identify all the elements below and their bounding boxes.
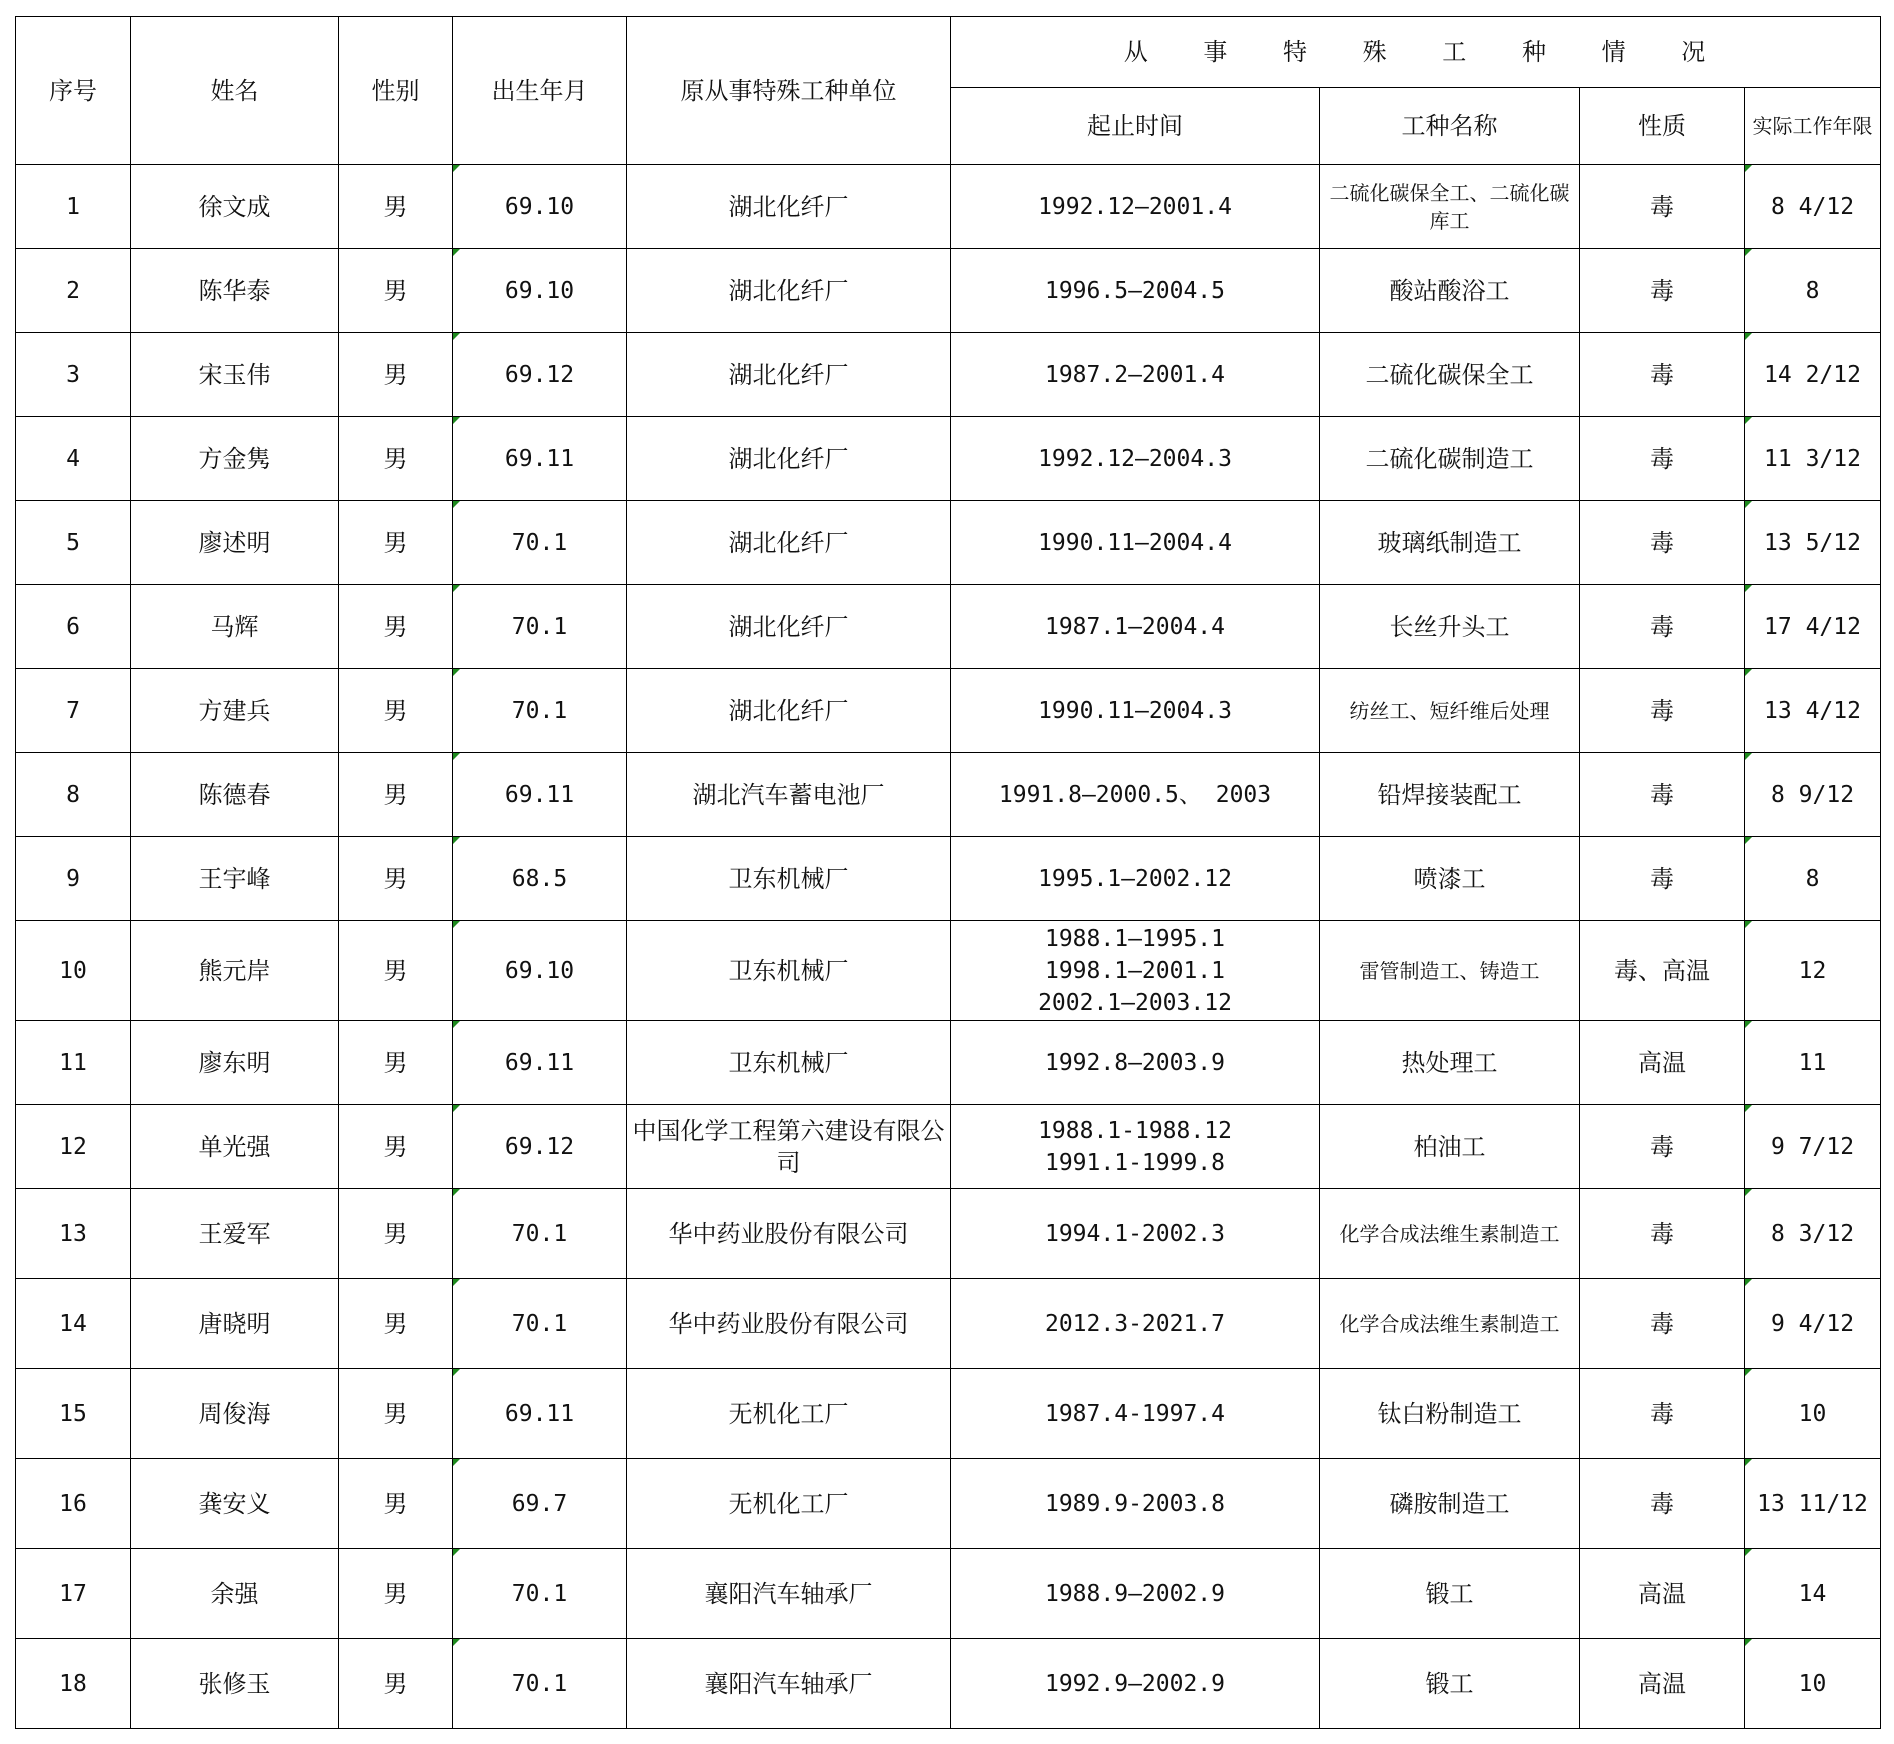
- cell-period: 1988.1-1988.12 1991.1-1999.8: [951, 1105, 1320, 1189]
- cell-name: 廖述明: [131, 501, 339, 585]
- cell-nature: 毒: [1580, 417, 1745, 501]
- table-row: [16, 165, 1881, 249]
- table-row: [16, 1279, 1881, 1369]
- cell-nature: 高温: [1580, 1549, 1745, 1639]
- cell-years: 13 4/12: [1745, 669, 1881, 753]
- cell-job: 柏油工: [1320, 1105, 1580, 1189]
- cell-seq: 3: [16, 333, 131, 417]
- cell-years: 8: [1745, 837, 1881, 921]
- cell-job: 钛白粉制造工: [1320, 1369, 1580, 1459]
- cell-name: 廖东明: [131, 1021, 339, 1105]
- cell-job: 锻工: [1320, 1639, 1580, 1729]
- cell-birth: 70.1: [453, 1549, 627, 1639]
- cell-birth: 69.10: [453, 921, 627, 1021]
- cell-seq: 17: [16, 1549, 131, 1639]
- cell-nature: 毒、高温: [1580, 921, 1745, 1021]
- cell-name: 余强: [131, 1549, 339, 1639]
- cell-job: 热处理工: [1320, 1021, 1580, 1105]
- cell-period: 1987.2—2001.4: [951, 333, 1320, 417]
- table-row: [16, 1549, 1881, 1639]
- cell-unit: 卫东机械厂: [627, 1021, 951, 1105]
- cell-nature: 毒: [1580, 249, 1745, 333]
- cell-period: 1987.1—2004.4: [951, 585, 1320, 669]
- cell-gender: 男: [339, 753, 453, 837]
- cell-unit: 湖北化纤厂: [627, 249, 951, 333]
- cell-unit: 湖北汽车蓄电池厂: [627, 753, 951, 837]
- cell-job: 化学合成法维生素制造工: [1320, 1189, 1580, 1279]
- cell-gender: 男: [339, 1549, 453, 1639]
- cell-seq: 1: [16, 165, 131, 249]
- cell-years: 13 11/12: [1745, 1459, 1881, 1549]
- cell-name: 方金隽: [131, 417, 339, 501]
- cell-unit: 襄阳汽车轴承厂: [627, 1639, 951, 1729]
- cell-gender: 男: [339, 1021, 453, 1105]
- table-row: [16, 753, 1881, 837]
- cell-birth: 68.5: [453, 837, 627, 921]
- table-row: [16, 1021, 1881, 1105]
- cell-birth: 70.1: [453, 1189, 627, 1279]
- cell-nature: 毒: [1580, 1459, 1745, 1549]
- cell-unit: 湖北化纤厂: [627, 585, 951, 669]
- cell-seq: 15: [16, 1369, 131, 1459]
- table-row: [16, 585, 1881, 669]
- cell-seq: 12: [16, 1105, 131, 1189]
- cell-nature: 毒: [1580, 753, 1745, 837]
- cell-seq: 9: [16, 837, 131, 921]
- cell-gender: 男: [339, 1369, 453, 1459]
- table-header: [16, 17, 1881, 165]
- cell-name: 陈德春: [131, 753, 339, 837]
- cell-name: 周俊海: [131, 1369, 339, 1459]
- cell-birth: 69.11: [453, 1369, 627, 1459]
- cell-period: 1992.12—2004.3: [951, 417, 1320, 501]
- cell-nature: 高温: [1580, 1639, 1745, 1729]
- cell-seq: 10: [16, 921, 131, 1021]
- table-row: [16, 1639, 1881, 1729]
- cell-unit: 卫东机械厂: [627, 837, 951, 921]
- cell-nature: 毒: [1580, 1189, 1745, 1279]
- cell-unit: 华中药业股份有限公司: [627, 1279, 951, 1369]
- table-row: [16, 417, 1881, 501]
- cell-name: 熊元岸: [131, 921, 339, 1021]
- cell-nature: 毒: [1580, 585, 1745, 669]
- table-row: [16, 1105, 1881, 1189]
- header-years: 实际工作年限: [1745, 88, 1881, 165]
- cell-nature: 毒: [1580, 669, 1745, 753]
- cell-period: 1988.1—1995.1 1998.1—2001.1 2002.1—2003.12: [951, 921, 1320, 1021]
- cell-birth: 70.1: [453, 669, 627, 753]
- cell-period: 1988.9—2002.9: [951, 1549, 1320, 1639]
- cell-birth: 69.10: [453, 249, 627, 333]
- cell-name: 方建兵: [131, 669, 339, 753]
- cell-job: 雷管制造工、铸造工: [1320, 921, 1580, 1021]
- cell-period: 1990.11—2004.4: [951, 501, 1320, 585]
- cell-gender: 男: [339, 165, 453, 249]
- cell-birth: 69.12: [453, 333, 627, 417]
- cell-seq: 13: [16, 1189, 131, 1279]
- cell-seq: 4: [16, 417, 131, 501]
- header-unit: 原从事特殊工种单位: [627, 17, 951, 165]
- cell-seq: 2: [16, 249, 131, 333]
- cell-period: 1989.9-2003.8: [951, 1459, 1320, 1549]
- cell-unit: 湖北化纤厂: [627, 501, 951, 585]
- cell-job: 铅焊接装配工: [1320, 753, 1580, 837]
- cell-name: 王爱军: [131, 1189, 339, 1279]
- table-row: [16, 1369, 1881, 1459]
- cell-job: 化学合成法维生素制造工: [1320, 1279, 1580, 1369]
- cell-seq: 11: [16, 1021, 131, 1105]
- cell-years: 8: [1745, 249, 1881, 333]
- cell-job: 喷漆工: [1320, 837, 1580, 921]
- cell-years: 11 3/12: [1745, 417, 1881, 501]
- cell-period: 1992.8—2003.9: [951, 1021, 1320, 1105]
- cell-gender: 男: [339, 249, 453, 333]
- cell-name: 单光强: [131, 1105, 339, 1189]
- cell-years: 8 3/12: [1745, 1189, 1881, 1279]
- cell-job: 玻璃纸制造工: [1320, 501, 1580, 585]
- cell-name: 张修玉: [131, 1639, 339, 1729]
- table-row: [16, 333, 1881, 417]
- cell-job: 酸站酸浴工: [1320, 249, 1580, 333]
- cell-seq: 5: [16, 501, 131, 585]
- header-seq: 序号: [16, 17, 131, 165]
- table-row: [16, 501, 1881, 585]
- cell-years: 14: [1745, 1549, 1881, 1639]
- cell-name: 徐文成: [131, 165, 339, 249]
- cell-years: 10: [1745, 1369, 1881, 1459]
- cell-birth: 69.11: [453, 753, 627, 837]
- cell-birth: 70.1: [453, 501, 627, 585]
- cell-seq: 14: [16, 1279, 131, 1369]
- cell-nature: 毒: [1580, 165, 1745, 249]
- table-row: [16, 1459, 1881, 1549]
- cell-seq: 8: [16, 753, 131, 837]
- cell-name: 王宇峰: [131, 837, 339, 921]
- header-job: 工种名称: [1320, 88, 1580, 165]
- cell-years: 12: [1745, 921, 1881, 1021]
- cell-birth: 69.12: [453, 1105, 627, 1189]
- cell-period: 1996.5—2004.5: [951, 249, 1320, 333]
- cell-unit: 襄阳汽车轴承厂: [627, 1549, 951, 1639]
- special-job-table: [15, 16, 1881, 1729]
- cell-name: 马辉: [131, 585, 339, 669]
- cell-unit: 华中药业股份有限公司: [627, 1189, 951, 1279]
- cell-period: 1991.8—2000.5、 2003: [951, 753, 1320, 837]
- cell-gender: 男: [339, 669, 453, 753]
- cell-nature: 毒: [1580, 1369, 1745, 1459]
- cell-period: 1987.4-1997.4: [951, 1369, 1320, 1459]
- table-row: [16, 1189, 1881, 1279]
- cell-gender: 男: [339, 1459, 453, 1549]
- cell-job: 纺丝工、短纤维后处理: [1320, 669, 1580, 753]
- cell-gender: 男: [339, 1105, 453, 1189]
- cell-unit: 中国化学工程第六建设有限公司: [627, 1105, 951, 1189]
- cell-gender: 男: [339, 585, 453, 669]
- table-row: [16, 249, 1881, 333]
- cell-unit: 湖北化纤厂: [627, 165, 951, 249]
- cell-years: 10: [1745, 1639, 1881, 1729]
- cell-period: 1994.1-2002.3: [951, 1189, 1320, 1279]
- cell-years: 13 5/12: [1745, 501, 1881, 585]
- cell-years: 14 2/12: [1745, 333, 1881, 417]
- cell-unit: 湖北化纤厂: [627, 333, 951, 417]
- cell-unit: 湖北化纤厂: [627, 669, 951, 753]
- header-nature: 性质: [1580, 88, 1745, 165]
- cell-period: 1990.11—2004.3: [951, 669, 1320, 753]
- header-birth: 出生年月: [453, 17, 627, 165]
- cell-nature: 毒: [1580, 501, 1745, 585]
- cell-gender: 男: [339, 501, 453, 585]
- cell-gender: 男: [339, 921, 453, 1021]
- header-special-job-group: 从 事 特 殊 工 种 情 况: [951, 17, 1881, 88]
- cell-name: 陈华泰: [131, 249, 339, 333]
- cell-nature: 毒: [1580, 1279, 1745, 1369]
- cell-job: 二硫化碳保全工、二硫化碳库工: [1320, 165, 1580, 249]
- cell-job: 磷胺制造工: [1320, 1459, 1580, 1549]
- cell-birth: 70.1: [453, 585, 627, 669]
- cell-period: 2012.3-2021.7: [951, 1279, 1320, 1369]
- cell-years: 9 7/12: [1745, 1105, 1881, 1189]
- cell-birth: 69.10: [453, 165, 627, 249]
- cell-seq: 6: [16, 585, 131, 669]
- cell-seq: 18: [16, 1639, 131, 1729]
- cell-nature: 毒: [1580, 333, 1745, 417]
- header-gender: 性别: [339, 17, 453, 165]
- cell-name: 唐晓明: [131, 1279, 339, 1369]
- table-row: [16, 837, 1881, 921]
- cell-gender: 男: [339, 837, 453, 921]
- cell-birth: 69.7: [453, 1459, 627, 1549]
- cell-name: 龚安义: [131, 1459, 339, 1549]
- table-row: [16, 669, 1881, 753]
- cell-job: 长丝升头工: [1320, 585, 1580, 669]
- cell-period: 1992.9—2002.9: [951, 1639, 1320, 1729]
- cell-years: 9 4/12: [1745, 1279, 1881, 1369]
- cell-nature: 毒: [1580, 1105, 1745, 1189]
- cell-gender: 男: [339, 1639, 453, 1729]
- cell-years: 8 9/12: [1745, 753, 1881, 837]
- cell-nature: 毒: [1580, 837, 1745, 921]
- cell-birth: 69.11: [453, 1021, 627, 1105]
- cell-years: 8 4/12: [1745, 165, 1881, 249]
- header-name: 姓名: [131, 17, 339, 165]
- cell-period: 1995.1—2002.12: [951, 837, 1320, 921]
- cell-unit: 无机化工厂: [627, 1459, 951, 1549]
- cell-unit: 卫东机械厂: [627, 921, 951, 1021]
- cell-job: 二硫化碳保全工: [1320, 333, 1580, 417]
- cell-gender: 男: [339, 333, 453, 417]
- cell-unit: 湖北化纤厂: [627, 417, 951, 501]
- cell-years: 17 4/12: [1745, 585, 1881, 669]
- cell-name: 宋玉伟: [131, 333, 339, 417]
- cell-gender: 男: [339, 1189, 453, 1279]
- cell-years: 11: [1745, 1021, 1881, 1105]
- cell-seq: 7: [16, 669, 131, 753]
- cell-job: 锻工: [1320, 1549, 1580, 1639]
- cell-gender: 男: [339, 417, 453, 501]
- cell-period: 1992.12—2001.4: [951, 165, 1320, 249]
- cell-nature: 高温: [1580, 1021, 1745, 1105]
- cell-job: 二硫化碳制造工: [1320, 417, 1580, 501]
- table-row: [16, 921, 1881, 1021]
- cell-seq: 16: [16, 1459, 131, 1549]
- cell-birth: 69.11: [453, 417, 627, 501]
- cell-unit: 无机化工厂: [627, 1369, 951, 1459]
- cell-birth: 70.1: [453, 1639, 627, 1729]
- header-period: 起止时间: [951, 88, 1320, 165]
- table-body: [16, 165, 1881, 1729]
- cell-gender: 男: [339, 1279, 453, 1369]
- cell-birth: 70.1: [453, 1279, 627, 1369]
